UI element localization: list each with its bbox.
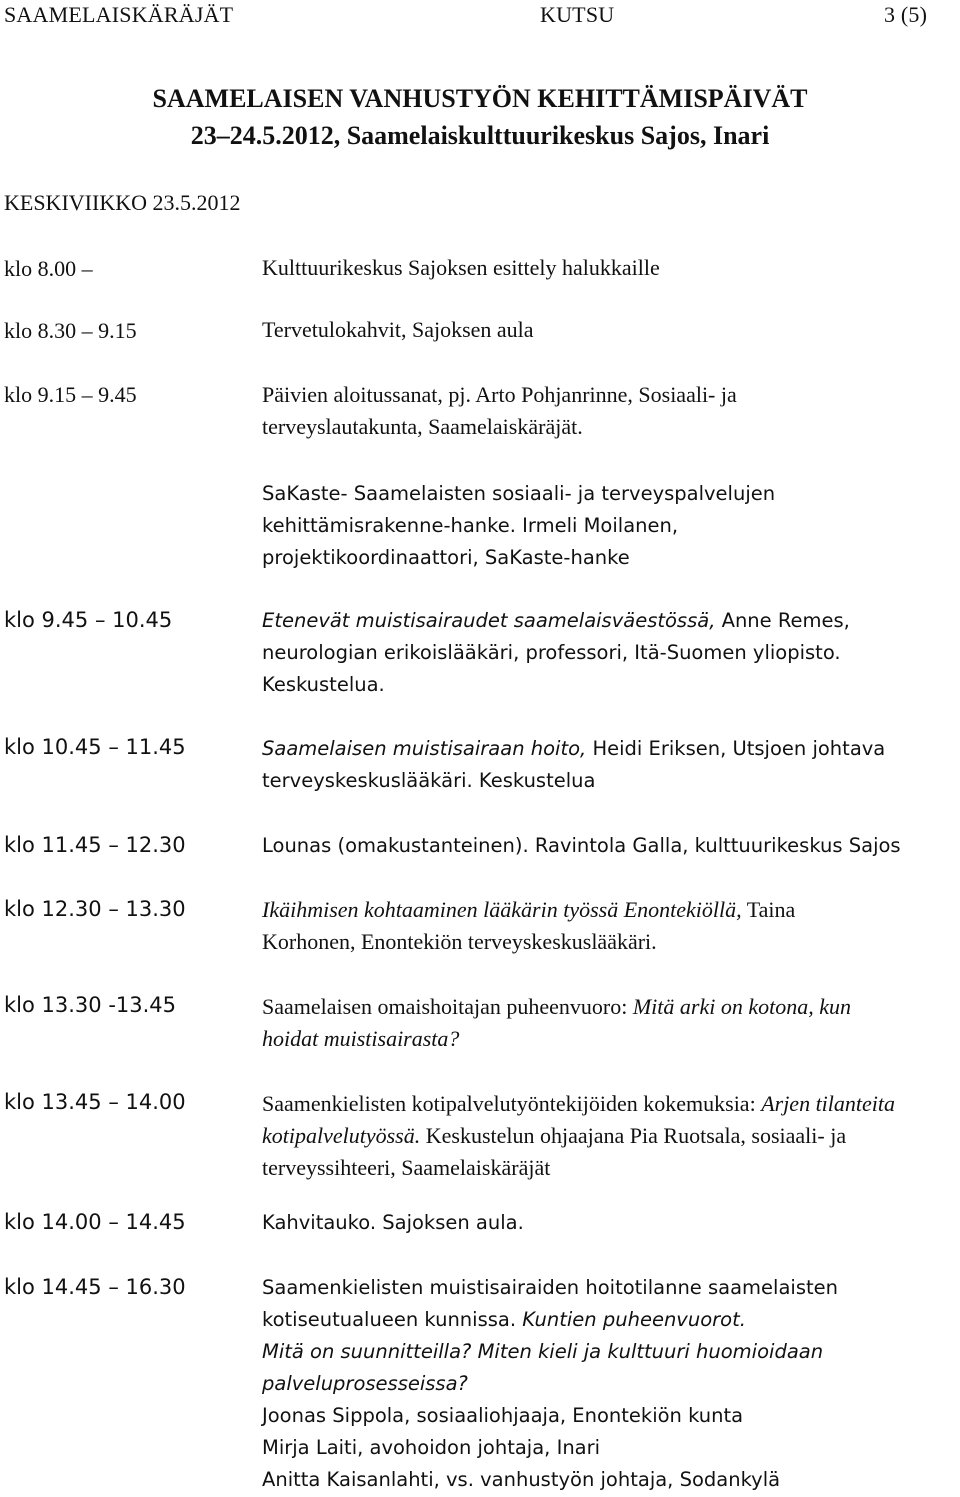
item-line: projektikoordinaattori, SaKaste-hanke <box>262 546 630 569</box>
item-line: terveyslautakunta, Saamelaiskäräjät. <box>262 414 583 439</box>
item-line: Keskustelua. <box>262 673 385 696</box>
item-line: Joonas Sippola, sosiaaliohjaaja, Enontekiön kunta <box>262 1404 744 1427</box>
schedule-item <box>262 1207 958 1239</box>
time-slot: klo 10.45 – 11.45 <box>4 735 186 759</box>
item-line: Kahvitauko. Sajoksen aula. <box>262 1211 524 1234</box>
time-slot: klo 14.00 – 14.45 <box>4 1210 186 1234</box>
schedule-item <box>262 894 958 958</box>
item-line: Tervetulokahvit, Sajoksen aula <box>262 317 534 342</box>
item-line: Anne Remes, <box>715 609 850 632</box>
schedule-item <box>262 1272 958 1496</box>
day-heading: KESKIVIIKKO 23.5.2012 <box>4 190 241 215</box>
item-title: kotipalvelutyössä. <box>262 1123 421 1148</box>
item-title: Ikäihmisen kohtaaminen lääkärin työssä Enontekiöllä, <box>262 897 742 922</box>
item-line: Saamenkielisten kotipalvelutyöntekijöiden kokemuksia: <box>262 1091 762 1116</box>
header-organization: SAAMELAISKÄRÄJÄT <box>4 2 234 27</box>
item-line: Kulttuurikeskus Sajoksen esittely halukkaille <box>262 255 660 280</box>
item-line: terveyskeskuslääkäri. Keskustelua <box>262 769 596 792</box>
schedule-item <box>262 605 958 701</box>
page-subtitle: 23–24.5.2012, Saamelaiskulttuurikeskus Sajos, Inari <box>190 121 770 150</box>
schedule-item <box>262 478 958 574</box>
item-line: Korhonen, Enontekiön terveyskeskuslääkäri. <box>262 929 657 954</box>
time-slot: klo 9.45 – 10.45 <box>4 608 173 632</box>
item-title: Kuntien puheenvuorot. <box>522 1308 746 1331</box>
page-title: SAAMELAISEN VANHUSTYÖN KEHITTÄMISPÄIVÄT <box>152 84 808 113</box>
schedule-item <box>262 314 958 346</box>
time-slot: klo 8.00 – <box>4 256 93 281</box>
schedule-item <box>262 252 958 284</box>
time-slot: klo 12.30 – 13.30 <box>4 897 186 921</box>
schedule-item <box>262 379 958 443</box>
item-line: kehittämisrakenne-hanke. Irmeli Moilanen, <box>262 514 679 537</box>
item-title: Arjen tilanteita <box>761 1091 896 1116</box>
time-slot: klo 13.45 – 14.00 <box>4 1090 186 1114</box>
item-title: Etenevät muistisairaudet saamelaisväestössä, <box>262 609 716 632</box>
item-line: neurologian erikoislääkäri, professori, Itä-Suomen yliopisto. <box>262 641 841 664</box>
item-line: Heidi Eriksen, Utsjoen johtava <box>586 737 886 760</box>
item-line: Keskustelun ohjaajana Pia Ruotsala, sosiaali- ja <box>420 1123 847 1148</box>
schedule-item <box>262 991 958 1055</box>
item-line: Anitta Kaisanlahti, vs. vanhustyön johtaja, Sodankylä <box>262 1468 781 1491</box>
item-line: Päivien aloitussanat, pj. Arto Pohjanrinne, Sosiaali- ja <box>262 382 737 407</box>
schedule-item <box>262 830 958 862</box>
item-title: Mitä on suunnitteilla? Miten kieli ja kulttuuri huomioidaan <box>262 1340 824 1363</box>
item-line: Mirja Laiti, avohoidon johtaja, Inari <box>262 1436 601 1459</box>
item-title: hoidat muistisairasta? <box>262 1026 460 1051</box>
time-slot: klo 14.45 – 16.30 <box>4 1275 186 1299</box>
item-title: palveluprosesseissa? <box>262 1372 468 1395</box>
item-line: Saamenkielisten muistisairaiden hoitotilanne saamelaisten <box>262 1276 838 1299</box>
schedule-item <box>262 1088 958 1184</box>
item-line: terveyssihteeri, Saamelaiskäräjät <box>262 1155 551 1180</box>
item-line: Lounas (omakustanteinen). Ravintola Galla, kulttuurikeskus Sajos <box>262 834 901 857</box>
item-title: Saamelaisen muistisairaan hoito, <box>262 737 587 760</box>
time-slot: klo 8.30 – 9.15 <box>4 318 137 343</box>
time-slot: klo 13.30 -13.45 <box>4 993 177 1017</box>
time-slot: klo 11.45 – 12.30 <box>4 833 186 857</box>
header-page-number: 3 (5) <box>884 2 928 27</box>
item-line: kotiseutualueen kunnissa. <box>262 1308 523 1331</box>
time-slot: klo 9.15 – 9.45 <box>4 382 137 407</box>
item-title: Mitä arki on kotona, kun <box>632 994 851 1019</box>
header-document-type: KUTSU <box>540 2 615 27</box>
item-line: Taina <box>741 897 796 922</box>
item-line: Saamelaisen omaishoitajan puheenvuoro: <box>262 994 633 1019</box>
item-line: SaKaste- Saamelaisten sosiaali- ja terveyspalvelujen <box>262 482 776 505</box>
schedule-item <box>262 733 958 797</box>
